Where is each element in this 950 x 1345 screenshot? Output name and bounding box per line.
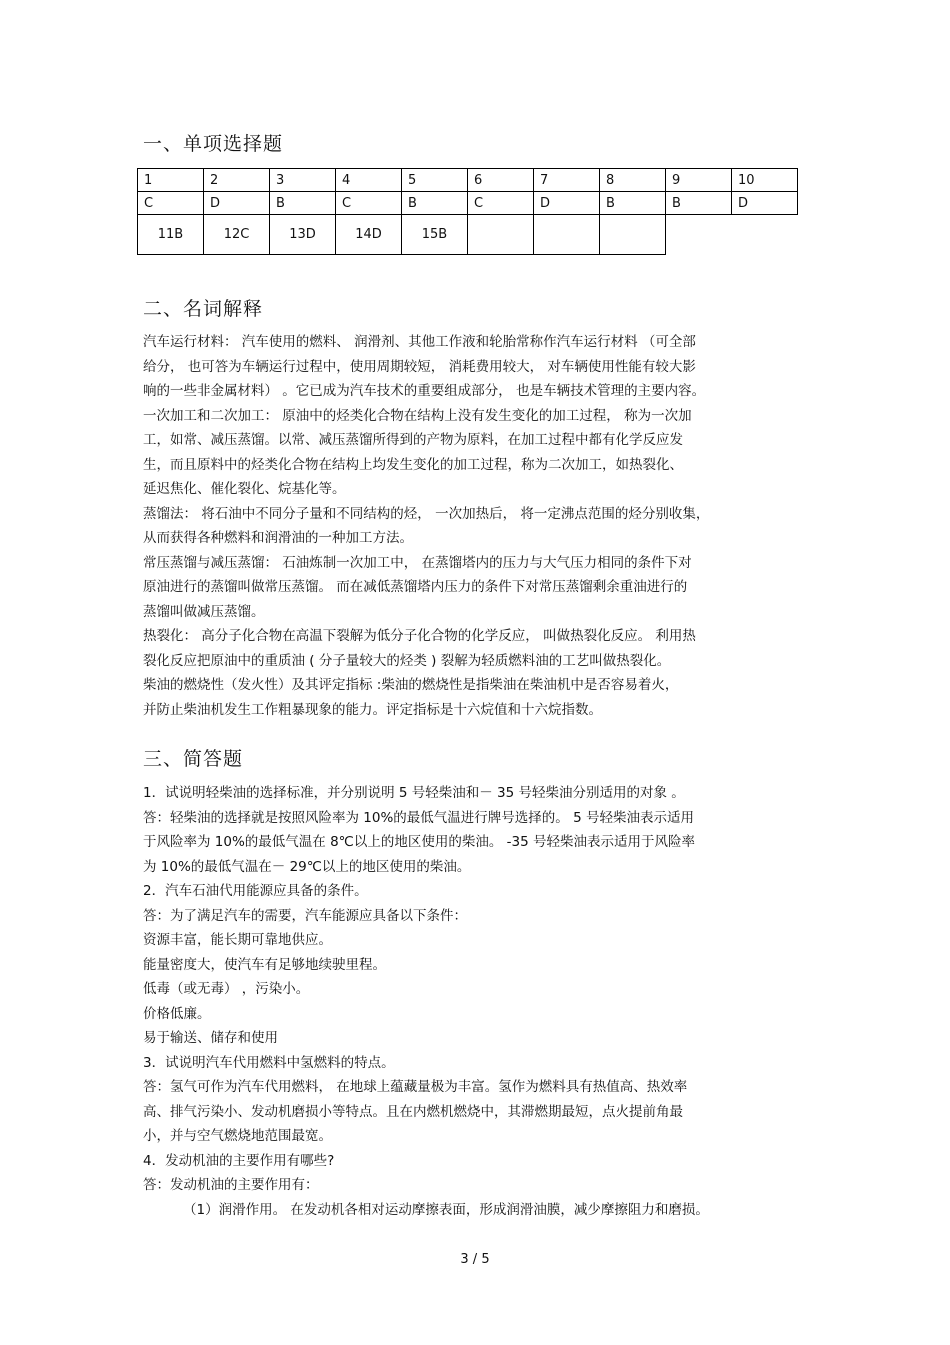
table-cell: 12C [204,215,270,255]
text-line: 4．发动机油的主要作用有哪些? [143,1152,335,1169]
table-cell: 13D [270,215,336,255]
table-cell: 7 [534,169,600,192]
table-cell-empty [534,215,600,255]
text-line: 2．汽车石油代用能源应具备的条件。 [143,883,368,899]
table-cell: 10 [732,169,798,192]
table-cell: C [336,192,402,215]
table-cell-empty [468,215,534,255]
table-cell: B [600,192,666,215]
table-cell: 3 [270,169,336,192]
table-cell: C [138,192,204,215]
text-line: 响的一些非金属材料） 。它已成为汽车技术的重要组成部分， 也是车辆技术管理的主要内容。 [143,383,706,399]
text-line: 工，如常、减压蒸馏。以常、减压蒸馏所得到的产物为原料，在加工过程中都有化学反应发 [143,432,683,448]
table-cell: D [204,192,270,215]
text-line: 1．试说明轻柴油的选择标准，并分别说明 5 号轻柴油和－ 35 号轻柴油分别适用的对象 。 [143,785,685,801]
text-line: 原油进行的蒸馏叫做常压蒸馏。 而在减低蒸馏塔内压力的条件下对常压蒸馏剩余重油进行的 [143,579,688,595]
table-cell: 4 [336,169,402,192]
text-line: 易于输送、储存和使用 [143,1030,278,1046]
table-cell: 5 [402,169,468,192]
table-blank [666,215,732,255]
text-line: 低毒（或无毒） ，污染小。 [143,981,310,997]
text-line: 答：发动机油的主要作用有： [143,1177,319,1193]
text-line: 生，而且原料中的烃类化合物在结构上均发生变化的加工过程，称为二次加工，如热裂化、 [143,456,683,473]
table-blank [732,215,798,255]
text-line: 裂化反应把原油中的重质油 ( 分子量较大的烃类 ) 裂解为轻质燃料油的工艺叫做热裂化。 [143,652,671,669]
section-heading-short-answer: 三、简答题 [143,748,244,770]
short-answer-text [143,781,813,1222]
table-cell: D [732,192,798,215]
text-line: 答：氢气可作为汽车代用燃料， 在地球上蕴藏量极为丰富。氢作为燃料具有热值高、热效率 [143,1079,688,1095]
text-line: 并防止柴油机发生工作粗暴现象的能力。评定指标是十六烷值和十六烷指数。 [143,701,602,718]
table-cell: 9 [666,169,732,192]
table-cell: B [666,192,732,215]
table-cell-empty [600,215,666,255]
text-line: 热裂化： 高分子化合物在高温下裂解为低分子化合物的化学反应， 叫做热裂化反应。 利用热 [143,628,696,644]
text-line: 柴油的燃烧性（发火性）及其评定指标 :柴油的燃烧性是指柴油在柴油机中是否容易着火， [143,677,679,693]
table-cell: 1 [138,169,204,192]
text-line: 于风险率为 10%的最低气温在 8℃以上的地区使用的柴油。 -35 号轻柴油表示适用于风险率 [143,834,695,850]
text-line: 汽车运行材料： 汽车使用的燃料、 润滑剂、其他工作液和轮胎常称作汽车运行材料 （可全部 [143,334,696,350]
text-line: 价格低廉。 [143,1005,211,1022]
table-cell: 15B [402,215,468,255]
text-line: 资源丰富，能长期可靠地供应。 [143,932,332,948]
text-line: 给分， 也可答为车辆运行过程中，使用周期较短， 消耗费用较大， 对车辆使用性能有较大影 [143,358,696,375]
text-line: 延迟焦化、催化裂化、烷基化等。 [143,481,346,497]
section-heading-definitions: 二、名词解释 [143,298,264,320]
page-number: 3 / 5 [460,1252,490,1267]
text-line: 能量密度大，使汽车有足够地续驶里程。 [143,956,386,973]
definitions-text [143,330,813,722]
table-cell: 11B [138,215,204,255]
table-cell: B [402,192,468,215]
answer-table-row-extra [138,215,798,255]
text-line: 答：为了满足汽车的需要，汽车能源应具备以下条件： [143,907,467,924]
text-line: 常压蒸馏与减压蒸馏： 石油炼制一次加工中， 在蒸馏塔内的压力与大气压力相同的条件下对 [143,554,692,571]
text-line: （1）润滑作用。 在发动机各相对运动摩擦表面，形成润滑油膜，减少摩擦阻力和磨损。 [183,1201,709,1218]
text-line: 3．试说明汽车代用燃料中氢燃料的特点。 [143,1054,395,1071]
table-cell: D [534,192,600,215]
answer-table [137,168,798,255]
text-line: 为 10%的最低气温在－ 29℃以上的地区使用的柴油。 [143,858,471,875]
table-cell: 14D [336,215,402,255]
answer-table-row-numbers [138,169,798,192]
text-line: 高、排气污染小、发动机磨损小等特点。且在内燃机燃烧中，其滞燃期最短，点火提前角最 [143,1103,683,1120]
section-heading-single-choice: 一、单项选择题 [143,133,284,155]
answer-table-row-answers [138,192,798,215]
table-cell: 2 [204,169,270,192]
text-line: 答：轻柴油的选择就是按照风险率为 10%的最低气温进行牌号选择的。 5 号轻柴油表示适用 [143,809,694,826]
text-line: 从而获得各种燃料和润滑油的一种加工方法。 [143,530,413,546]
table-cell: C [468,192,534,215]
text-line: 蒸馏叫做减压蒸馏。 [143,603,265,620]
text-line: 小，并与空气燃烧地范围最宽。 [143,1128,332,1144]
table-cell: 6 [468,169,534,192]
text-line: 蒸馏法： 将石油中不同分子量和不同结构的烃， 一次加热后， 将一定沸点范围的烃分别收集， [143,505,710,522]
text-line: 一次加工和二次加工： 原油中的烃类化合物在结构上没有发生变化的加工过程， 称为一次加 [143,407,692,424]
table-cell: B [270,192,336,215]
table-cell: 8 [600,169,666,192]
